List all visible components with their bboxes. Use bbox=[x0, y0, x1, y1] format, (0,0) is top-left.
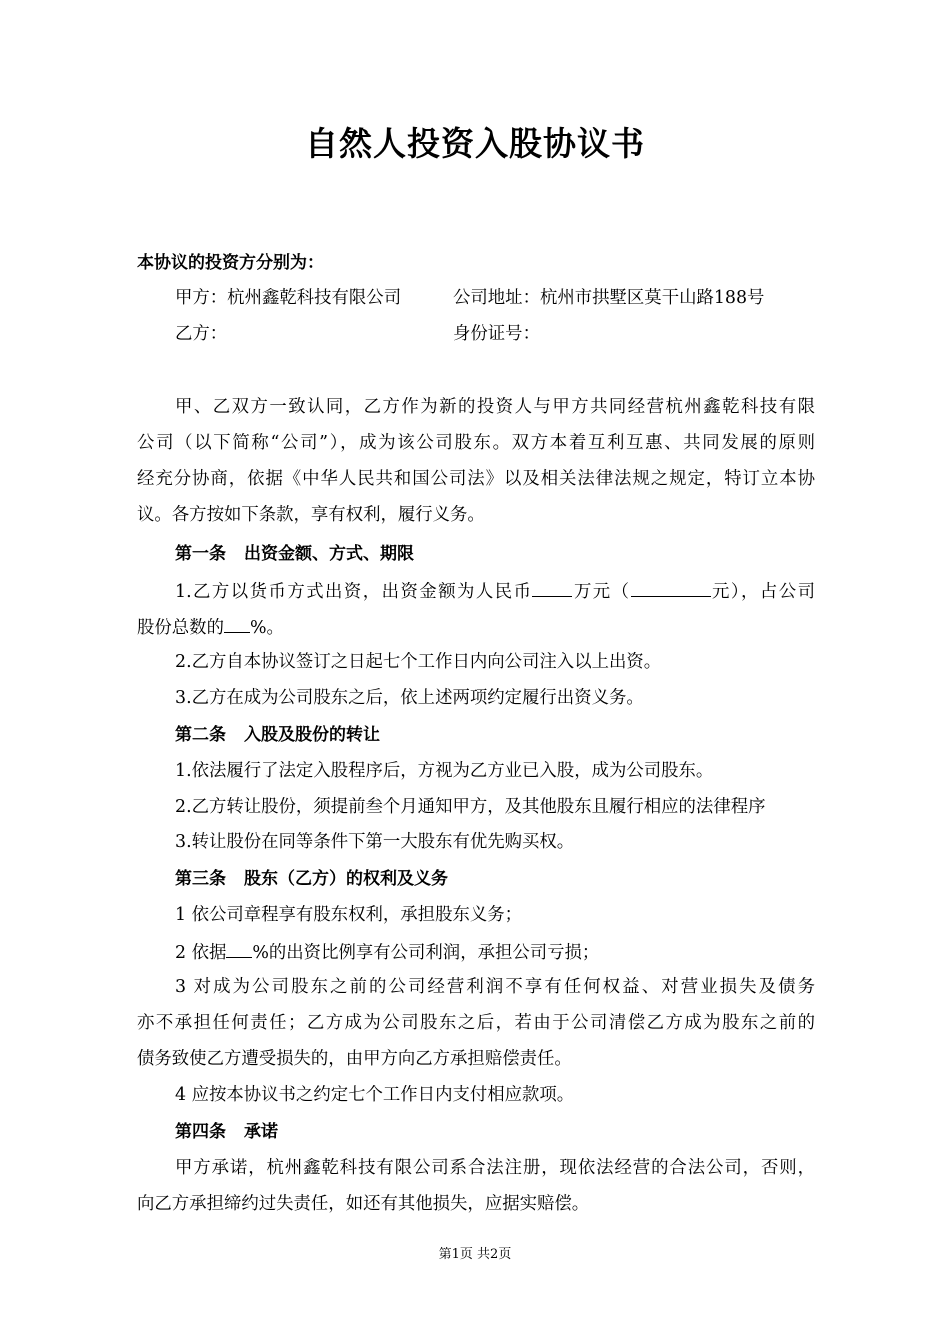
article-2-title: 入股及股份的转让 bbox=[244, 725, 380, 745]
amount-prefix: 1.乙方以货币方式出资，出资金额为人民币 bbox=[175, 582, 533, 602]
article-1-number: 第一条 bbox=[175, 544, 226, 564]
article-4-line-1: 甲方承诺，杭州鑫乾科技有限公司系合法注册，现依法经营的合法公司，否则， bbox=[175, 1158, 815, 1178]
amount-blank bbox=[532, 578, 572, 597]
article-1-title: 出资金额、方式、期限 bbox=[244, 544, 414, 564]
preamble-line-2: 公司（以下简称“公司”），成为该公司股东。双方本着互利互惠、共同发展的原则 bbox=[137, 433, 815, 453]
article-2-number: 第二条 bbox=[175, 725, 226, 745]
party-a-label: 甲方：杭州鑫乾科技有限公司 bbox=[175, 288, 402, 308]
article-1-item-2: 2.乙方自本协议签订之日起七个工作日内向公司注入以上出资。 bbox=[175, 652, 662, 672]
ratio-prefix: 2 依据 bbox=[175, 943, 227, 963]
article-3-title: 股东（乙方）的权利及义务 bbox=[244, 869, 448, 889]
amount-yuan-blank bbox=[631, 578, 711, 597]
article-3-item-3-line-3: 债务致使乙方遭受损失的，由甲方向乙方承担赔偿责任。 bbox=[137, 1049, 572, 1069]
article-4-line-2: 向乙方承担缔约过失责任，如还有其他损失，应据实赔偿。 bbox=[137, 1194, 590, 1214]
article-2-heading bbox=[175, 723, 815, 747]
page-footer: 第1页 共2页 bbox=[438, 1247, 512, 1262]
article-1-item-1-line-1 bbox=[175, 578, 815, 604]
article-3-item-1: 1 依公司章程享有股东权利，承担股东义务； bbox=[175, 905, 523, 925]
share-prefix: 股份总数的 bbox=[137, 618, 224, 638]
document-title: 自然人投资入股协议书 bbox=[305, 124, 645, 163]
article-3-item-2 bbox=[175, 939, 815, 965]
amount-unit: 万元（ bbox=[572, 582, 631, 602]
article-1-heading bbox=[175, 542, 815, 566]
article-1-item-1-line-2 bbox=[137, 614, 815, 640]
article-3-item-4: 4 应按本协议书之约定七个工作日内支付相应款项。 bbox=[175, 1085, 575, 1105]
article-2-item-1: 1.依法履行了法定入股程序后，方视为乙方业已入股，成为公司股东。 bbox=[175, 761, 714, 781]
article-3-heading bbox=[175, 867, 815, 891]
party-b-id: 身份证号： bbox=[453, 324, 540, 344]
preamble-line-1: 甲、乙双方一致认同，乙方作为新的投资人与甲方共同经营杭州鑫乾科技有限 bbox=[175, 397, 815, 417]
preamble-line-4: 议。各方按如下条款，享有权利，履行义务。 bbox=[137, 505, 485, 525]
article-2-item-2: 2.乙方转让股份，须提前叁个月通知甲方，及其他股东且履行相应的法律程序 bbox=[175, 797, 766, 817]
preamble-line-3: 经充分协商，依据《中华人民共和国公司法》以及相关法律法规之规定，特订立本协 bbox=[137, 469, 815, 489]
article-3-item-3-line-2: 亦不承担任何责任；乙方成为公司股东之后，若由于公司清偿乙方成为股东之前的 bbox=[137, 1013, 815, 1033]
ratio-blank bbox=[226, 939, 252, 958]
article-2-item-3: 3.转让股份在同等条件下第一大股东有优先购买权。 bbox=[175, 832, 575, 852]
parties-heading: 本协议的投资方分别为： bbox=[137, 253, 324, 273]
article-1-item-3: 3.乙方在成为公司股东之后，依上述两项约定履行出资义务。 bbox=[175, 688, 644, 708]
amount-suffix: 元），占公司 bbox=[710, 582, 815, 602]
share-blank bbox=[224, 614, 250, 633]
ratio-suffix: %的出资比例享有公司利润，承担公司亏损； bbox=[252, 943, 600, 963]
article-4-number: 第四条 bbox=[175, 1122, 226, 1142]
share-suffix: %。 bbox=[249, 618, 284, 638]
party-a-address: 公司地址：杭州市拱墅区莫干山路188号 bbox=[453, 288, 765, 308]
party-b-label: 乙方： bbox=[175, 324, 228, 344]
article-4-heading bbox=[175, 1120, 815, 1144]
article-3-item-3-line-1: 3 对成为公司股东之前的公司经营利润不享有任何权益、对营业损失及债务 bbox=[175, 977, 815, 997]
article-4-title: 承诺 bbox=[244, 1122, 278, 1142]
article-3-number: 第三条 bbox=[175, 869, 226, 889]
